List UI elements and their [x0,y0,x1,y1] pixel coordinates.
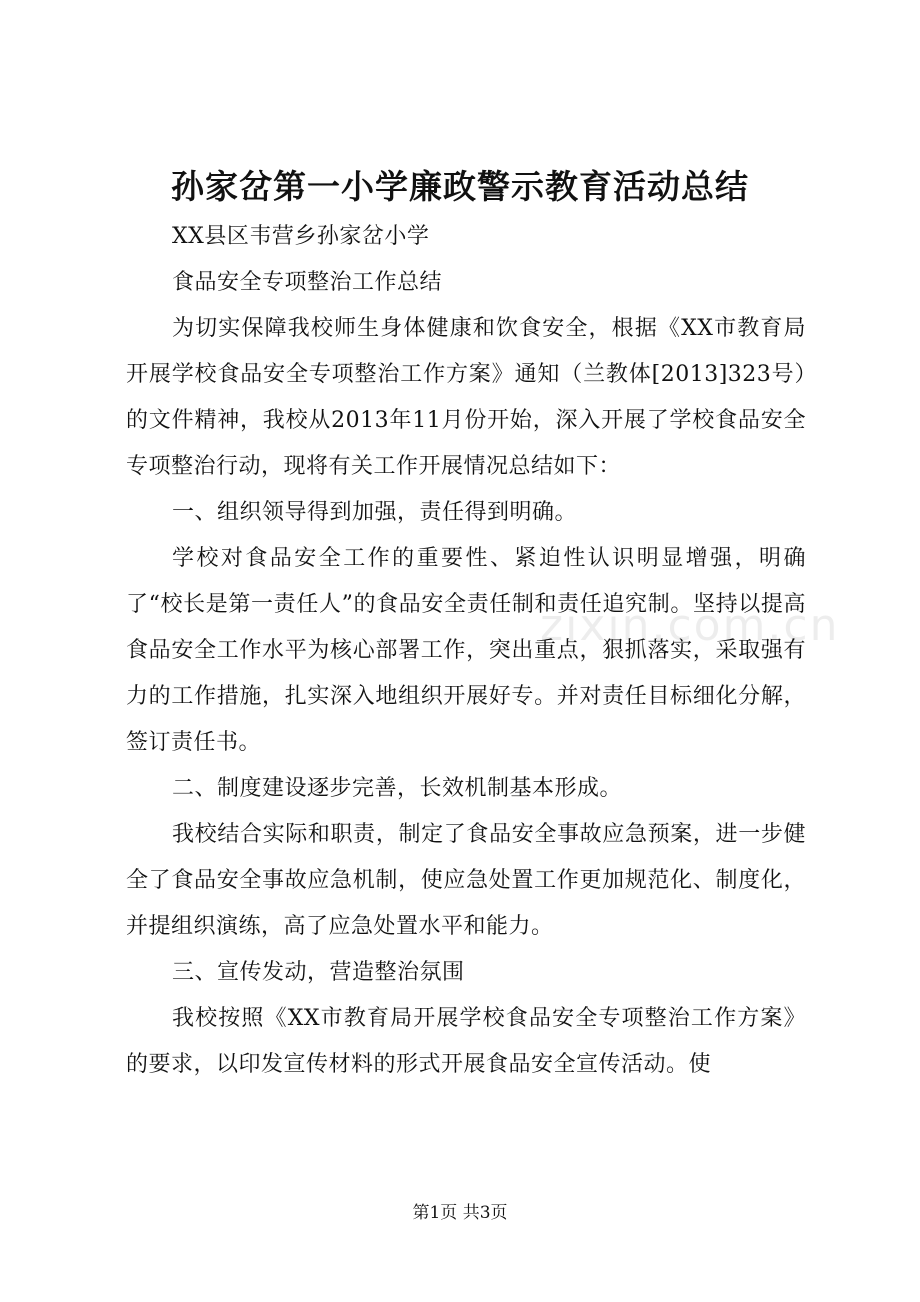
paragraph-section-2: 我校结合实际和职责，制定了食品安全事故应急预案，进一步健全了食品安全事故应急机制，使应急处置工作更加规范化、制度化，并提组织演练，高了应急处置水平和能力。 [126,822,806,939]
paragraph-school-name: XX县区韦营乡孙家岔小学 [172,224,430,249]
paragraph-section-1: 学校对食品安全工作的重要性、紧迫性认识明显增强，明确了“校长是第一责任人”的食品安全责任制和责任追究制。坚持以提高食品安全工作水平为核心部署工作，突出重点，狠抓落实，采取强有力的工作措施，扎实深入地组织开展好专。并对责任目标细化分解，签订责任书。 [126,546,806,755]
watermark: zixin.com.cn [540,600,840,651]
paragraph-heading-2: 二、制度建设逐步完善，长效机制基本形成。 [172,776,623,801]
paragraph-heading-3: 三、宣传发动，营造整治氛围 [172,960,465,985]
paragraph-subtitle: 食品安全专项整治工作总结 [172,270,443,295]
paragraph-intro: 为切实保障我校师生身体健康和饮食安全，根据《XX市教育局开展学校食品安全专项整治工作方案》通知（兰教体[2013]323号）的文件精神，我校从2013年11月份开始，深入开展了学校食品安全专项整治行动，现将有关工作开展情况总结如下： [126,316,806,479]
paragraph-section-3: 我校按照《XX市教育局开展学校食品安全专项整治工作方案》的要求，以印发宣传材料的形式开展食品安全宣传活动。使 [126,1006,806,1077]
paragraph-heading-1: 一、组织领导得到加强，责任得到明确。 [172,500,578,525]
page-footer: 第1页 共3页 [412,1203,508,1223]
document-body [126,214,806,1088]
document-title: 孙家岔第一小学廉政警示教育活动总结 [171,167,749,206]
